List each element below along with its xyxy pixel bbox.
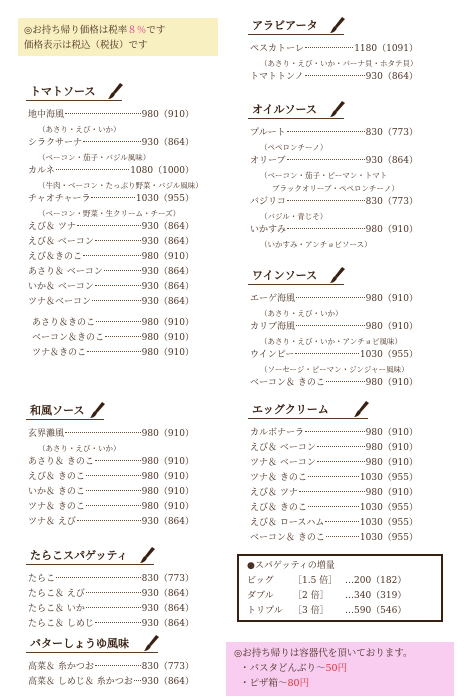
menu-item (32, 331, 194, 346)
item-name: オリーブ (250, 156, 286, 166)
section-header (248, 102, 344, 119)
item-description: （あさり・えび・いか） (38, 125, 121, 134)
section-title: オイルソース (252, 103, 317, 116)
item-description: （バジル・青じそ） (260, 212, 328, 221)
leader-dots (308, 476, 359, 477)
item-name: いか＆ ベーコン (28, 282, 94, 292)
leader-dots (299, 491, 365, 492)
item-price: 1080（1000） (130, 166, 194, 176)
item-price: 980（910） (365, 428, 418, 438)
menu-item (28, 235, 194, 250)
leader-dots (92, 300, 141, 301)
item-price: 980（910） (141, 487, 194, 497)
takeout-item-bowl (234, 661, 446, 676)
item-name: たらこ＆ いか (28, 604, 85, 614)
leader-dots (96, 321, 141, 322)
item-name: ウインピー (250, 350, 295, 360)
item-price: 930（864） (141, 589, 194, 599)
menu-item (28, 427, 194, 442)
leader-dots (326, 536, 359, 537)
menu-item (28, 192, 194, 207)
item-price: 930（864） (141, 222, 194, 232)
leader-dots (287, 131, 365, 132)
leader-dots (95, 665, 141, 666)
item-price: 930（864） (141, 619, 194, 629)
takeout-notice (226, 642, 454, 696)
menu-item (28, 675, 194, 690)
menu-item (250, 292, 418, 307)
brush-icon (354, 400, 370, 418)
section-header (248, 268, 344, 285)
item-price: 980（910） (141, 110, 194, 120)
menu-item (28, 108, 194, 123)
item-price: 830（773） (365, 197, 418, 207)
item-name: 高菜＆ 糸かつお (28, 662, 94, 672)
item-name: カリブ海風 (250, 322, 296, 332)
size-price: …200（182） (345, 576, 407, 586)
item-price: 1030（955） (359, 503, 418, 513)
item-name: えび＆ ベーコン (28, 237, 94, 247)
item-name: ツナ＆きのこ (32, 348, 87, 358)
size-price: …340（319） (345, 591, 407, 601)
menu-item (250, 154, 418, 169)
leader-dots (104, 270, 141, 271)
item-description: （ベーコン・茄子・ピーマン・トマト (260, 171, 388, 180)
section-title: ワインソース (252, 269, 318, 282)
leader-dots (295, 353, 359, 354)
section-title: バターしょうゆ風味 (30, 637, 129, 650)
menu-item (28, 500, 194, 515)
brush-icon (330, 100, 346, 118)
tax-text: ◎お持ち帰り価格は税率 (24, 25, 128, 36)
section-wafu (26, 403, 194, 530)
item-price: 930（864） (141, 267, 194, 277)
tax-text-post: です (146, 25, 166, 36)
menu-item (28, 295, 194, 310)
menu-item (250, 126, 418, 141)
item-price: 930（864） (141, 282, 194, 292)
section-tarako (26, 548, 194, 632)
item-name: ツナ＆ベーコン (28, 297, 92, 307)
item-name: バジリコ (250, 197, 286, 207)
item-name: ペスカトーレ (250, 44, 304, 54)
item-name: えび＆ きのこ (250, 503, 307, 513)
item-name: たらこ＆ しめじ (28, 619, 94, 629)
item-price: 980（910） (141, 429, 194, 439)
menu-item (28, 136, 194, 151)
menu-item (250, 486, 418, 501)
leader-dots (95, 460, 141, 461)
leader-dots (308, 506, 359, 507)
item-name: ツナ＆ ベーコン (250, 458, 316, 468)
brush-icon (90, 401, 106, 419)
tax-notice-line1 (24, 23, 212, 38)
item-price: 930（864） (141, 138, 194, 148)
leader-dots (287, 228, 365, 229)
size-upgrade-title: ●スパゲッティの増量 (247, 561, 335, 571)
item-price: 830（773） (365, 128, 418, 138)
menu-item (28, 470, 194, 485)
item-description: （あさり・えび・いか・バーナ貝・ホタテ貝） (260, 59, 418, 68)
menu-item (28, 602, 194, 617)
leader-dots (83, 141, 141, 142)
item-name: エーゲ海風 (250, 294, 296, 304)
menu-item (250, 376, 418, 391)
item-price: 980（910） (141, 333, 194, 343)
item-price: 980（910） (141, 457, 194, 467)
item-name: カルネ (28, 166, 55, 176)
takeout-item-label: ・ピザ箱～ (240, 678, 288, 689)
leader-dots (77, 225, 141, 226)
takeout-line1: ◎お持ち帰りは容器代を頂いております。 (234, 648, 413, 659)
menu-item (250, 501, 418, 516)
leader-dots (77, 520, 141, 521)
size-mult: ［3 倍］ (293, 606, 329, 616)
leader-dots (296, 297, 365, 298)
item-name: トマトトンノ (250, 72, 304, 82)
section-egg (248, 402, 418, 546)
menu-item (28, 220, 194, 235)
item-description: ブラックオリーブ・ペペロンチーノ） (272, 184, 399, 193)
tax-notice (18, 18, 218, 56)
leader-dots (87, 351, 141, 352)
brush-icon (330, 16, 346, 34)
section-arrabbiata (248, 18, 418, 85)
menu-item (28, 455, 194, 470)
item-name: プルート (250, 128, 286, 138)
leader-dots (65, 113, 141, 114)
item-description: （あさり・えび・いか） (38, 444, 121, 453)
leader-dots (95, 285, 141, 286)
item-price: 930（864） (365, 156, 418, 166)
section-header (26, 548, 154, 565)
item-name: シラクサーナ (28, 138, 83, 148)
item-price: 980（910） (365, 443, 418, 453)
size-price: …590（546） (345, 606, 407, 616)
item-name: ベーコン＆ きのこ (250, 533, 325, 543)
section-header (248, 402, 368, 419)
leader-dots (91, 197, 134, 198)
section-title: エッグクリーム (252, 403, 329, 416)
item-price: 830（773） (141, 662, 194, 672)
menu-item (28, 587, 194, 602)
leader-dots (305, 431, 365, 432)
leader-dots (86, 505, 141, 506)
menu-item (250, 320, 418, 335)
size-row-triple (247, 604, 433, 619)
item-name: 地中海風 (28, 110, 65, 120)
size-name: ダブル (247, 591, 274, 601)
item-price: 980（910） (365, 458, 418, 468)
item-price: 1030（955） (359, 518, 418, 528)
section-title: たらこスパゲッティ (30, 549, 128, 562)
menu-item (250, 70, 418, 85)
section-oil (248, 102, 418, 251)
item-price: 980（910） (365, 322, 418, 332)
brush-icon (140, 546, 156, 564)
menu-item (32, 346, 194, 361)
section-wine (248, 268, 418, 391)
item-name: カルボナーラ (250, 428, 305, 438)
section-header (26, 84, 122, 101)
menu-item (28, 280, 194, 295)
item-name: えび＆ ロースハム (250, 518, 325, 528)
menu-item (28, 660, 194, 675)
leader-dots (305, 75, 365, 76)
section-header (248, 18, 344, 35)
item-price: 1030（955） (135, 194, 194, 204)
leader-dots (325, 521, 358, 522)
menu-item (250, 42, 418, 57)
item-price: 1030（955） (359, 350, 418, 360)
item-description: （あさり・えび・いか・アンチョビ風味） (260, 337, 402, 346)
item-name: ベーコン＆ きのこ (250, 378, 325, 388)
leader-dots (65, 432, 141, 433)
item-name: ツナ＆ きのこ (28, 502, 85, 512)
leader-dots (86, 475, 141, 476)
leader-dots (326, 381, 365, 382)
section-header (26, 403, 104, 420)
item-name: いかすみ (250, 225, 287, 235)
item-name: いか＆ きのこ (28, 487, 85, 497)
menu-item (28, 250, 194, 265)
brush-icon (108, 82, 124, 100)
leader-dots (305, 47, 353, 48)
takeout-item-label: ・パスタどんぶり～ (240, 663, 326, 674)
tax-rate: ８％ (127, 25, 147, 36)
item-description: （あさり・えび・いか） (260, 309, 343, 318)
menu-item (28, 617, 194, 632)
size-row-double (247, 589, 433, 604)
menu-item (250, 223, 418, 238)
item-price: 1180（1091） (354, 44, 418, 54)
item-price: 930（864） (365, 72, 418, 82)
menu-item (28, 485, 194, 500)
menu-item (250, 516, 418, 531)
leader-dots (56, 577, 141, 578)
section-tomato (26, 84, 203, 361)
item-name: えび＆ きのこ (28, 472, 85, 482)
item-price: 930（864） (141, 297, 194, 307)
size-mult: ［2 倍］ (293, 591, 329, 601)
leader-dots (105, 336, 141, 337)
item-name: えび＆ ベーコン (250, 443, 316, 453)
size-row-big (247, 574, 433, 589)
item-price: 1030（955） (359, 533, 418, 543)
item-name: チャオチャーラ (28, 194, 91, 204)
leader-dots (296, 325, 365, 326)
size-upgrade-box (237, 554, 443, 622)
item-description: （ソーセージ・ピーマン・ジンジャー風味） (260, 365, 409, 374)
item-price: 980（910） (141, 472, 194, 482)
leader-dots (287, 200, 365, 201)
menu-item (250, 471, 418, 486)
item-price: 980（910） (365, 488, 418, 498)
item-name: あさり＆きのこ (32, 318, 96, 328)
section-header (26, 636, 158, 653)
item-price: 930（864） (141, 237, 194, 247)
item-name: えび＆きのこ (28, 252, 83, 262)
item-price: 930（864） (141, 677, 194, 687)
menu-item (250, 456, 418, 471)
takeout-item-price: 80円 (287, 678, 310, 689)
item-price: 980（910） (141, 348, 194, 358)
leader-dots (134, 680, 141, 681)
menu-item (250, 348, 418, 363)
item-name: えび＆ ツナ (250, 488, 298, 498)
menu-item (28, 515, 194, 530)
leader-dots (95, 622, 141, 623)
item-name: あさり＆ ベーコン (28, 267, 103, 277)
leader-dots (317, 446, 365, 447)
menu-item (250, 441, 418, 456)
leader-dots (86, 490, 141, 491)
section-butter (26, 636, 194, 690)
item-description: （ベーコン・野菜・生クリーム・チーズ） (38, 209, 181, 218)
item-name: 高菜＆ しめじ＆ 糸かつお (28, 677, 133, 687)
item-price: 980（910） (141, 252, 194, 262)
item-price: 980（910） (141, 502, 194, 512)
item-name: ツナ＆ えび (28, 517, 76, 527)
item-price: 930（864） (141, 604, 194, 614)
size-name: トリプル (247, 606, 283, 616)
leader-dots (317, 461, 365, 462)
item-price: 1030（955） (359, 473, 418, 483)
item-price: 980（910） (365, 294, 418, 304)
menu-item (28, 572, 194, 587)
item-description: （いかすみ・アンチョビソース） (260, 240, 372, 249)
leader-dots (86, 592, 141, 593)
takeout-item-pizza-box (234, 676, 446, 691)
leader-dots (86, 607, 141, 608)
leader-dots (56, 169, 129, 170)
item-name: ベーコン＆きのこ (32, 333, 105, 343)
menu-item (250, 531, 418, 546)
item-name: たらこ＆ えび (28, 589, 85, 599)
menu-item (28, 164, 194, 179)
brush-icon (144, 634, 160, 652)
section-title: アラビアータ (252, 19, 318, 32)
item-description: （ペペロンチーノ） (260, 143, 328, 152)
item-name: 玄界灘風 (28, 429, 65, 439)
menu-item (28, 265, 194, 280)
section-title: 和風ソース (30, 404, 85, 417)
item-price: 830（773） (141, 574, 194, 584)
item-name: ツナ＆ きのこ (250, 473, 307, 483)
leader-dots (287, 159, 365, 160)
item-name: たらこ (28, 574, 56, 584)
item-description: （牛肉・ベーコン・たっぷり野菜・バジル風味） (38, 181, 203, 190)
menu-item (32, 316, 194, 331)
menu-item (250, 195, 418, 210)
item-name: あさり＆ きのこ (28, 457, 94, 467)
tax-notice-line2: 価格表示は税込（税抜）です (24, 40, 148, 51)
leader-dots (95, 240, 141, 241)
item-price: 980（910） (365, 225, 418, 235)
size-name: ビッグ (247, 576, 274, 586)
brush-icon (330, 266, 346, 284)
leader-dots (83, 255, 141, 256)
menu-item (250, 426, 418, 441)
item-name: えび＆ ツナ (28, 222, 76, 232)
section-title: トマトソース (30, 85, 96, 98)
item-price: 980（910） (141, 318, 194, 328)
takeout-item-price: 50円 (325, 663, 348, 674)
size-mult: ［1.5 倍］ (293, 576, 338, 586)
item-price: 980（910） (365, 378, 418, 388)
item-price: 930（864） (141, 517, 194, 527)
item-description: （ベーコン・茄子・バジル風味） (38, 153, 151, 162)
